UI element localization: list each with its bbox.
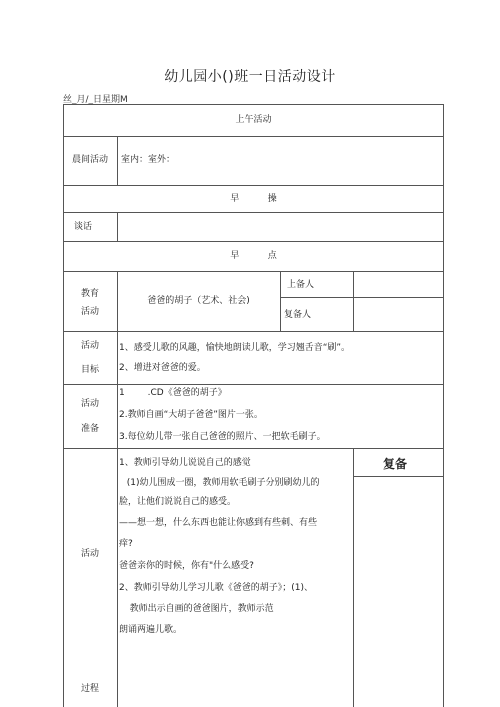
section-exercise: 早 操 [230,194,277,204]
process-line: 2、教师引导幼儿学习儿歌《爸爸的胡子》；(1)、 [119,583,313,593]
goal-item: 1、感受儿歌的风趣，愉快地朗读儿歌，学习翘舌音“刷”。 [119,343,351,353]
prep-item: 2.教师自画“大胡子爸爸”图片一张。 [119,410,263,420]
process-line: 教师出示自画的爸爸图片，教师示范 [121,604,274,614]
talk-label: 谈话 [74,222,93,232]
morning-label: 晨间活动 [71,155,108,165]
fubei-heading: 复备 [383,457,408,471]
prep-label-line2: 准备 [80,424,99,434]
process-line: (1)幼儿围成一圈，教师用软毛刷子分别刷幼儿的 [121,478,320,488]
date-line: 丝_月/_日星期M [63,95,128,105]
morning-value: 室内：室外： [121,155,176,165]
prep-label-line1: 活动 [80,399,99,409]
education-content: 爸爸的胡子（艺术、社会) [147,296,250,306]
prep-item: 3.每位幼儿带一张自己爸爸的照片、一把软毛刷子。 [119,432,326,442]
process-line: 爸爸亲你的时候，你有"什么感受? [119,561,254,571]
process-line: 脸，让他们说说自己的感受。 [119,497,237,507]
preparer1-label: 上备人 [287,280,315,290]
section-snack: 早 点 [230,251,277,261]
process-line: 1、教师引导幼儿说说自己的感觉 [119,458,251,468]
goal-item: 2、增进对爸爸的爱。 [119,363,206,373]
process-line: 朗诵两遍儿歌。 [119,625,183,635]
prep-item: 1 .CD《爸爸的胡子》 [119,388,227,398]
process-line: ——想一想，什么东西也能让你感到有些刺、有些 [119,518,318,528]
process-label-line2: 过程 [80,684,99,694]
education-label-line1: 教育 [80,289,99,299]
preparer2-label: 复备人 [284,310,312,320]
goals-label-line1: 活动 [80,341,99,351]
section-morning-activity: 上午活动 [235,115,272,125]
process-line: 痒? [119,539,133,549]
goals-label-line2: 目标 [80,365,99,375]
page-title: 幼儿园小()班一日活动设计 [164,69,336,85]
education-label-line2: 活动 [80,307,99,317]
process-label-line1: 活动 [80,549,99,559]
